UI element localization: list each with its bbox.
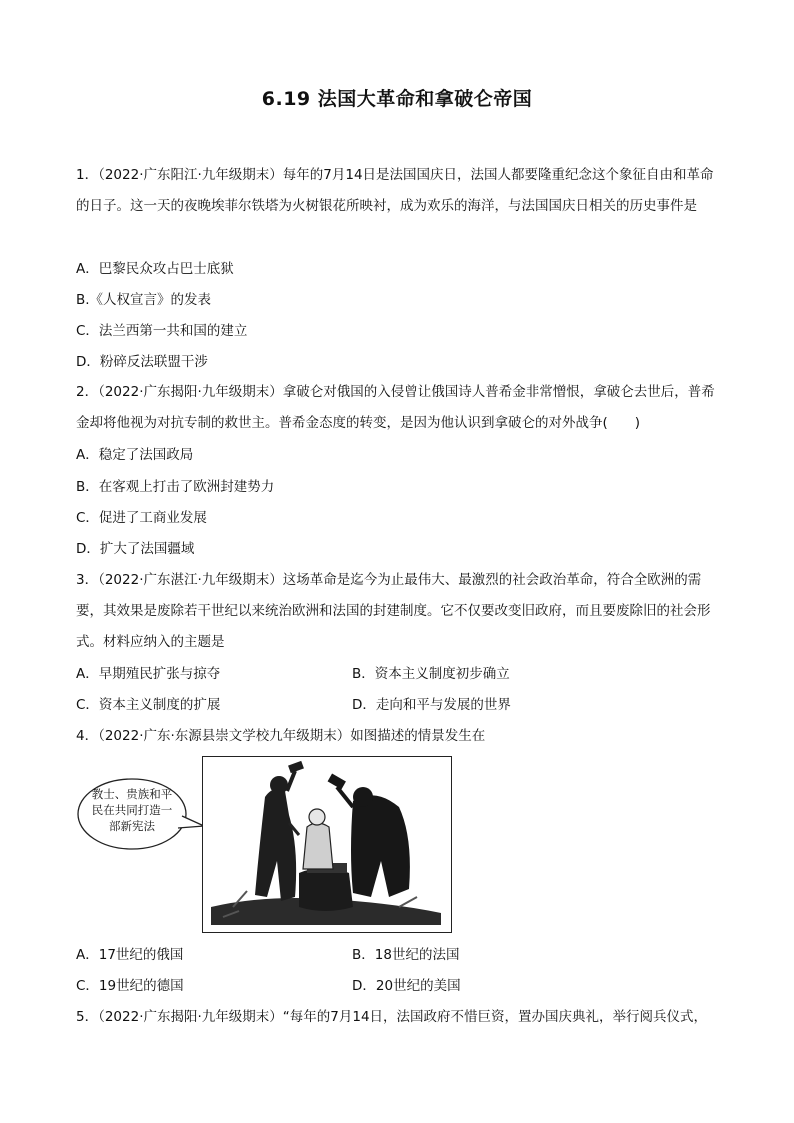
question-3-option-d: D．走向和平与发展的世界 <box>352 697 511 713</box>
question-1-option-a: A．巴黎民众攻占巴士底狱 <box>76 261 234 277</box>
illustration-cartoon <box>202 756 452 933</box>
question-5-stem: 5．（2022·广东揭阳·九年级期末）“每年的7月14日，法国政府不惜巨资，置办国庆典礼，举行阅兵仪式， <box>76 1009 708 1025</box>
page-title: 6.19 法国大革命和拿破仑帝国 <box>261 88 533 110</box>
question-2-option-b: B．在客观上打击了欧洲封建势力 <box>76 479 275 495</box>
question-4-stem: 4．（2022·广东·东源县崇文学校九年级期末）如图描述的情景发生在 <box>76 728 486 744</box>
question-1-option-b: B.《人权宣言》的发表 <box>76 292 212 308</box>
question-4-option-b: B．18世纪的法国 <box>352 947 460 963</box>
question-3-option-b: B．资本主义制度初步确立 <box>352 666 510 682</box>
question-3-option-c: C．资本主义制度的扩展 <box>76 697 221 713</box>
question-4-option-a: A．17世纪的俄国 <box>76 947 184 963</box>
question-2-option-a: A．稳定了法国政局 <box>76 447 194 463</box>
question-1-stem: 1．（2022·广东阳江·九年级期末）每年的7月14日是法国国庆日，法国人都要隆重纪念这个象征自由和革命的日子。这一天的夜晚埃菲尔铁塔为火树银花所映衬，成为欢乐的海洋，与法国国庆日相关的历史事件是 <box>76 167 714 214</box>
question-3-stem: 3．（2022·广东湛江·九年级期末）这场革命是迄今为止最伟大、最激烈的社会政治革命，符合全欧洲的需要，其效果是废除若干世纪以来统治欧洲和法国的封建制度。它不仅要改变旧政府，而且要废除旧的社会形式。材料应纳入的主题是 <box>76 572 711 650</box>
speech-bubble <box>74 776 210 854</box>
question-2-option-c: C．促进了工商业发展 <box>76 510 207 526</box>
speech-bubble-text: 教士、贵族和平民在共同打造一部新宪法 <box>91 787 173 833</box>
question-1-option-d: D．粉碎反法联盟干涉 <box>76 354 208 370</box>
question-3-option-a: A．早期殖民扩张与掠夺 <box>76 666 221 682</box>
question-2-stem: 2．（2022·广东揭阳·九年级期末）拿破仑对俄国的入侵曾让俄国诗人普希金非常憎恨，拿破仑去世后，普希金却将他视为对抗专制的救世主。普希金态度的转变，是因为他认识到拿破仑的对外战争( ) <box>76 384 715 431</box>
question-4-option-d: D．20世纪的美国 <box>352 978 461 994</box>
question-1-option-c: C．法兰西第一共和国的建立 <box>76 323 248 339</box>
question-4-option-c: C．19世纪的德国 <box>76 978 184 994</box>
question-2-option-d: D．扩大了法国疆域 <box>76 541 195 557</box>
